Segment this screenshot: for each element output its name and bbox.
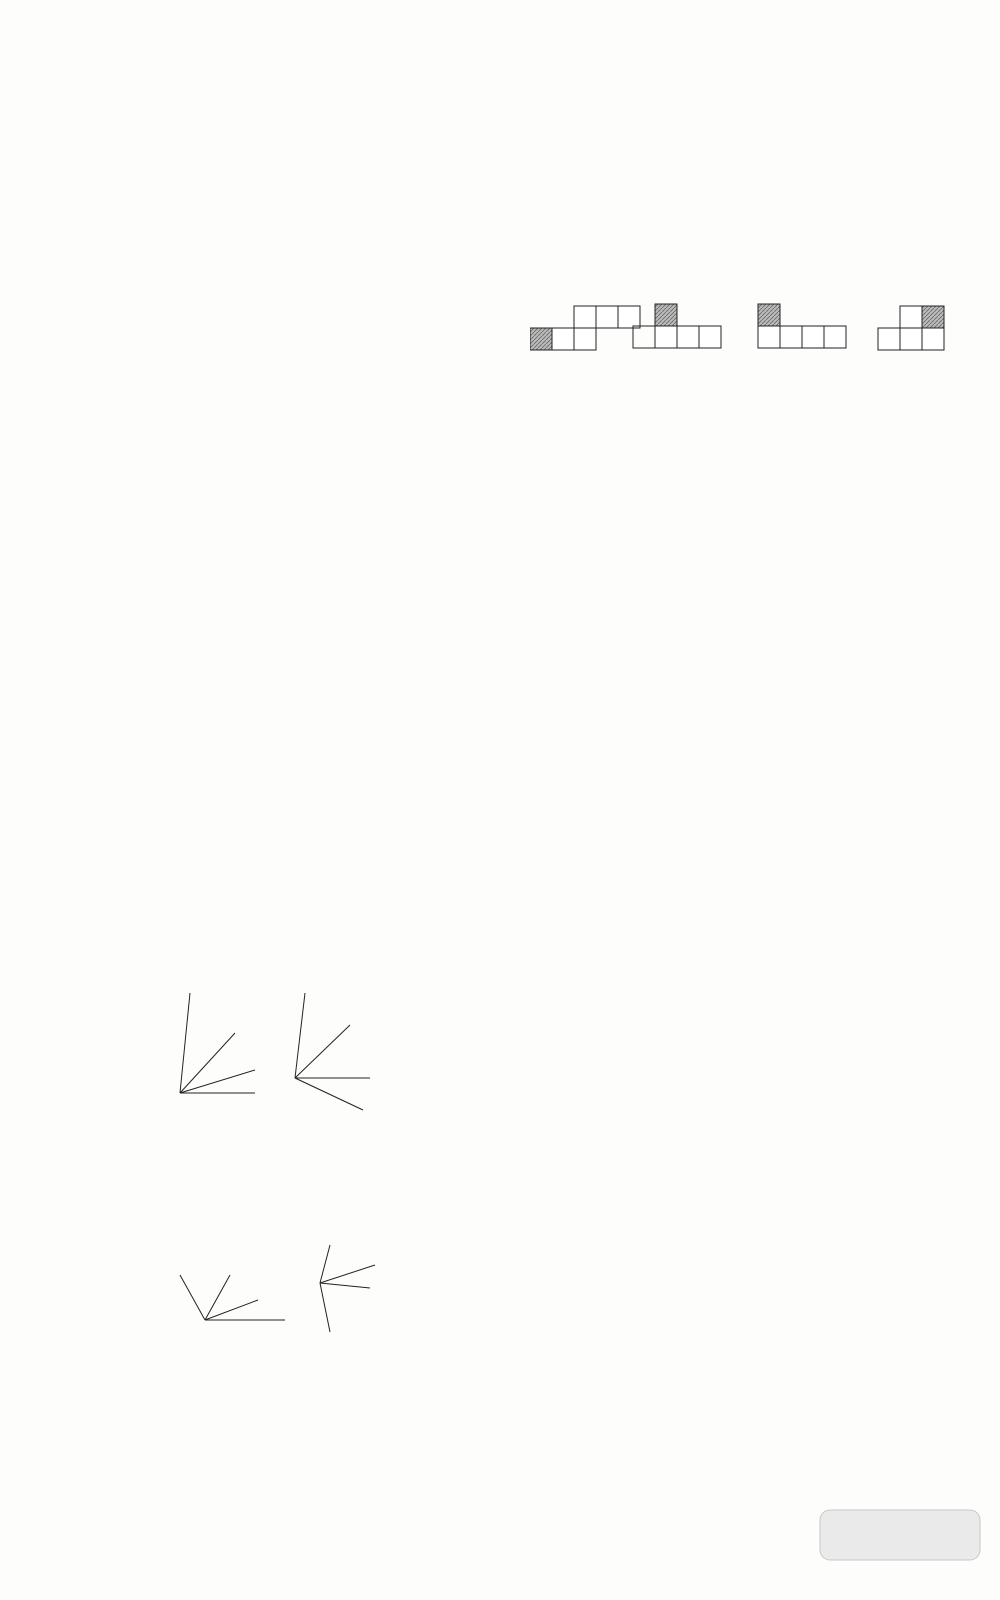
figure-angles-1 <box>165 985 395 1120</box>
site-stamp <box>800 1505 990 1595</box>
stamp-graphic <box>800 1505 990 1595</box>
figure-angles-2 <box>170 1240 390 1350</box>
cube-net-figures <box>530 296 990 376</box>
